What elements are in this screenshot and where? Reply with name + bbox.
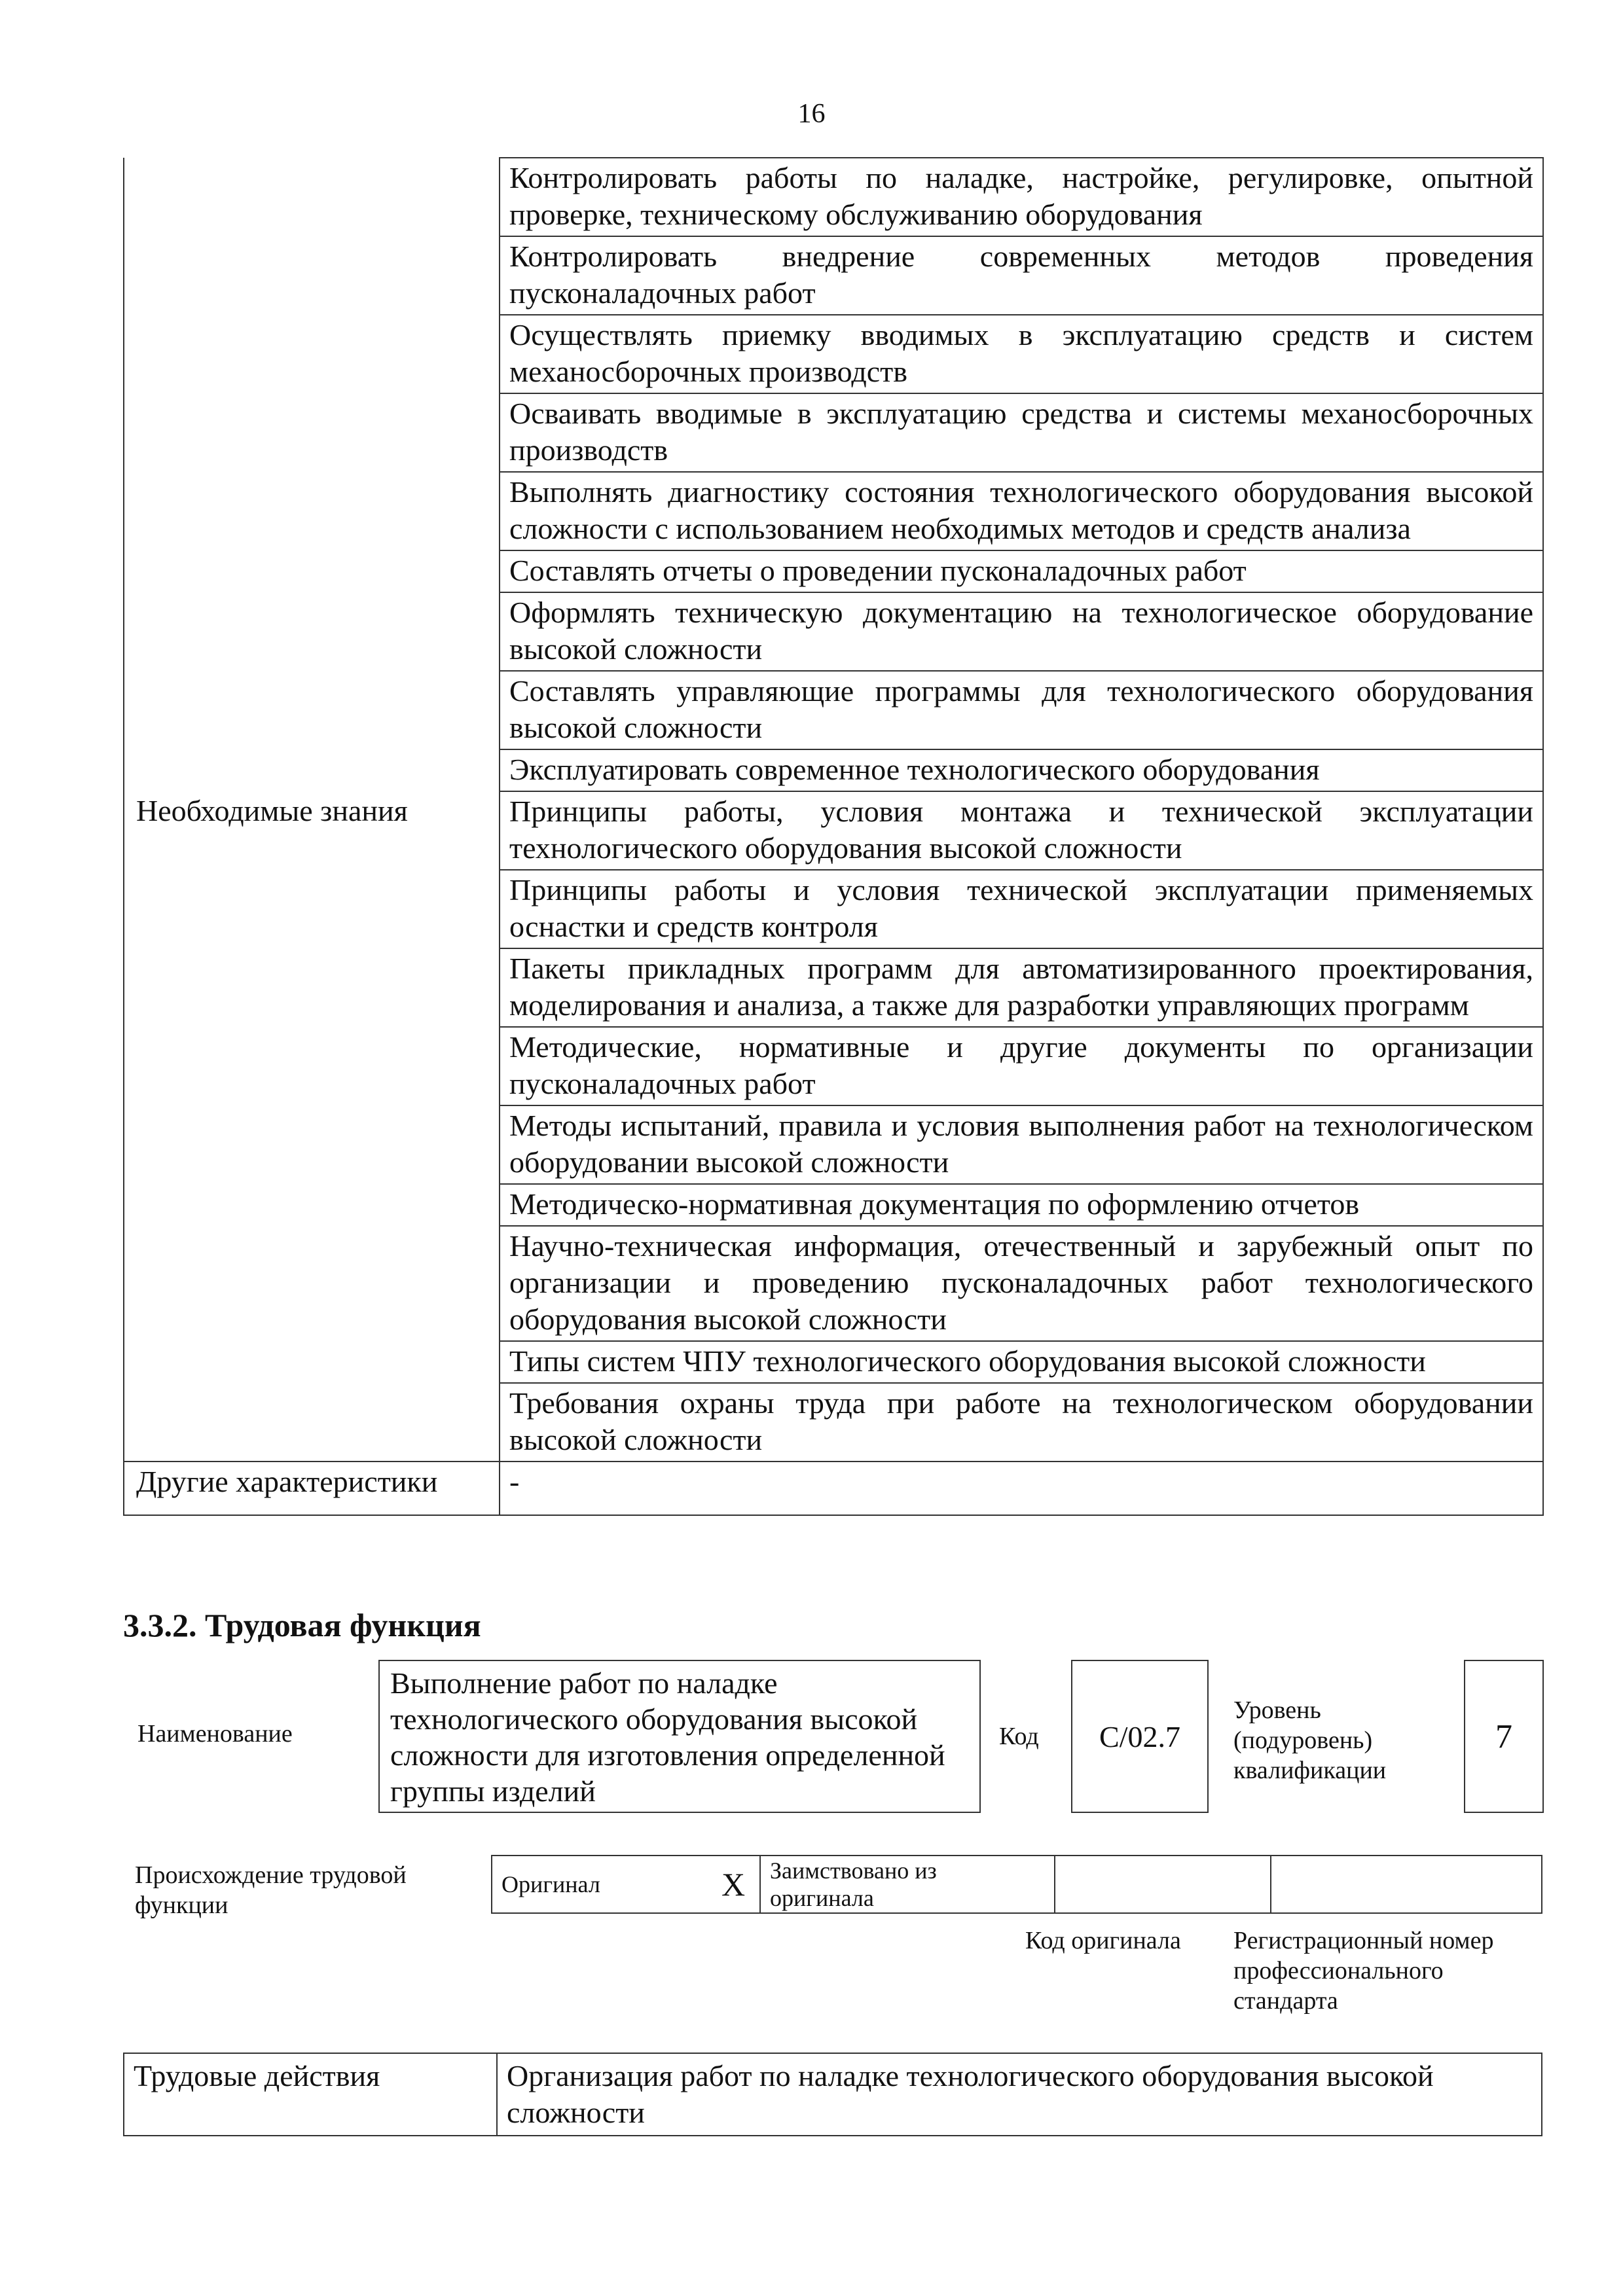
origin-borrowed-label: Заимствовано из оригинала [760,1856,1055,1913]
competency-table [123,157,1544,1516]
table-row [492,1856,1542,1913]
section-heading: 3.3.2. Трудовая функция [123,1607,481,1643]
knowledge-item: Пакеты прикладных программ для автоматизированного проектирования, моделирования и анализа, а также для разработки управляющих программ [500,948,1543,1027]
code-value-box: C/02.7 [1071,1660,1209,1813]
registration-number-cell [1271,1856,1542,1913]
labor-actions-table [123,2053,1542,2136]
knowledge-item: Типы систем ЧПУ технологического оборудования высокой сложности [500,1341,1543,1383]
knowledge-item: Методы испытаний, правила и условия выполнения работ на технологическом оборудовании высокой сложности [500,1105,1543,1184]
skill-item: Осваивать вводимые в эксплуатацию средства и системы механосборочных производств [500,393,1543,472]
origin-checkmark: X [707,1856,760,1913]
skills-label-cell [124,158,500,791]
table-row [124,791,1543,870]
knowledge-label: Необходимые знания [124,791,500,1462]
knowledge-item: Принципы работы и условия технической эксплуатации применяемых оснастки и средств контроля [500,870,1543,948]
skill-item: Составлять отчеты о проведении пусконаладочных работ [500,550,1543,592]
skill-item: Контролировать внедрение современных методов проведения пусконаладочных работ [500,236,1543,315]
knowledge-item: Методическо-нормативная документация по оформлению отчетов [500,1184,1543,1226]
skill-item: Осуществлять приемку вводимых в эксплуатацию средств и систем механосборочных производств [500,315,1543,393]
qualification-level-label: Уровень (подуровень) квалификации [1233,1696,1387,1784]
registration-number-caption: Регистрационный номер профессионального стандарта [1233,1927,1494,2015]
table-row [124,158,1543,236]
code-label: Код [999,1723,1039,1750]
other-characteristics-label: Другие характеристики [124,1462,500,1515]
skill-item: Эксплуатировать современное технологического оборудования [500,749,1543,791]
skill-item: Оформлять техническую документацию на технологическое оборудование высокой сложности [500,592,1543,671]
knowledge-item: Научно-техническая информация, отечественный и зарубежный опыт по организации и проведению пусконаладочных работ технологического оборудования высокой сложности [500,1226,1543,1341]
original-code-caption: Код оригинала [1025,1927,1181,1954]
other-characteristics-value: - [500,1462,1543,1515]
skill-item: Составлять управляющие программы для технологического оборудования высокой сложности [500,671,1543,749]
skill-item: Выполнять диагностику состояния технологического оборудования высокой сложности с использованием необходимых методов и средств анализа [500,472,1543,550]
labor-actions-value: Организация работ по наладке технологического оборудования высокой сложности [497,2053,1542,2136]
function-name-box: Выполнение работ по наладке технологического оборудования высокой сложности для изготовления определенной группы изделий [378,1660,981,1813]
origin-original-label: Оригинал [492,1856,707,1913]
table-row [124,2053,1542,2136]
page-number: 16 [797,99,826,129]
origin-table [491,1855,1542,1914]
qualification-level-box: 7 [1464,1660,1544,1813]
name-label: Наименование [137,1720,293,1748]
table-row [124,1462,1543,1515]
original-code-cell [1055,1856,1271,1913]
knowledge-item: Требования охраны труда при работе на технологическом оборудовании высокой сложности [500,1383,1543,1462]
knowledge-item: Методические, нормативные и другие документы по организации пусконаладочных работ [500,1027,1543,1105]
origin-label: Происхождение трудовой функции [135,1861,407,1919]
labor-actions-label: Трудовые действия [124,2053,497,2136]
skill-item: Контролировать работы по наладке, настройке, регулировке, опытной проверке, техническому обслуживанию оборудования [500,158,1543,236]
knowledge-item: Принципы работы, условия монтажа и технической эксплуатации технологического оборудования высокой сложности [500,791,1543,870]
